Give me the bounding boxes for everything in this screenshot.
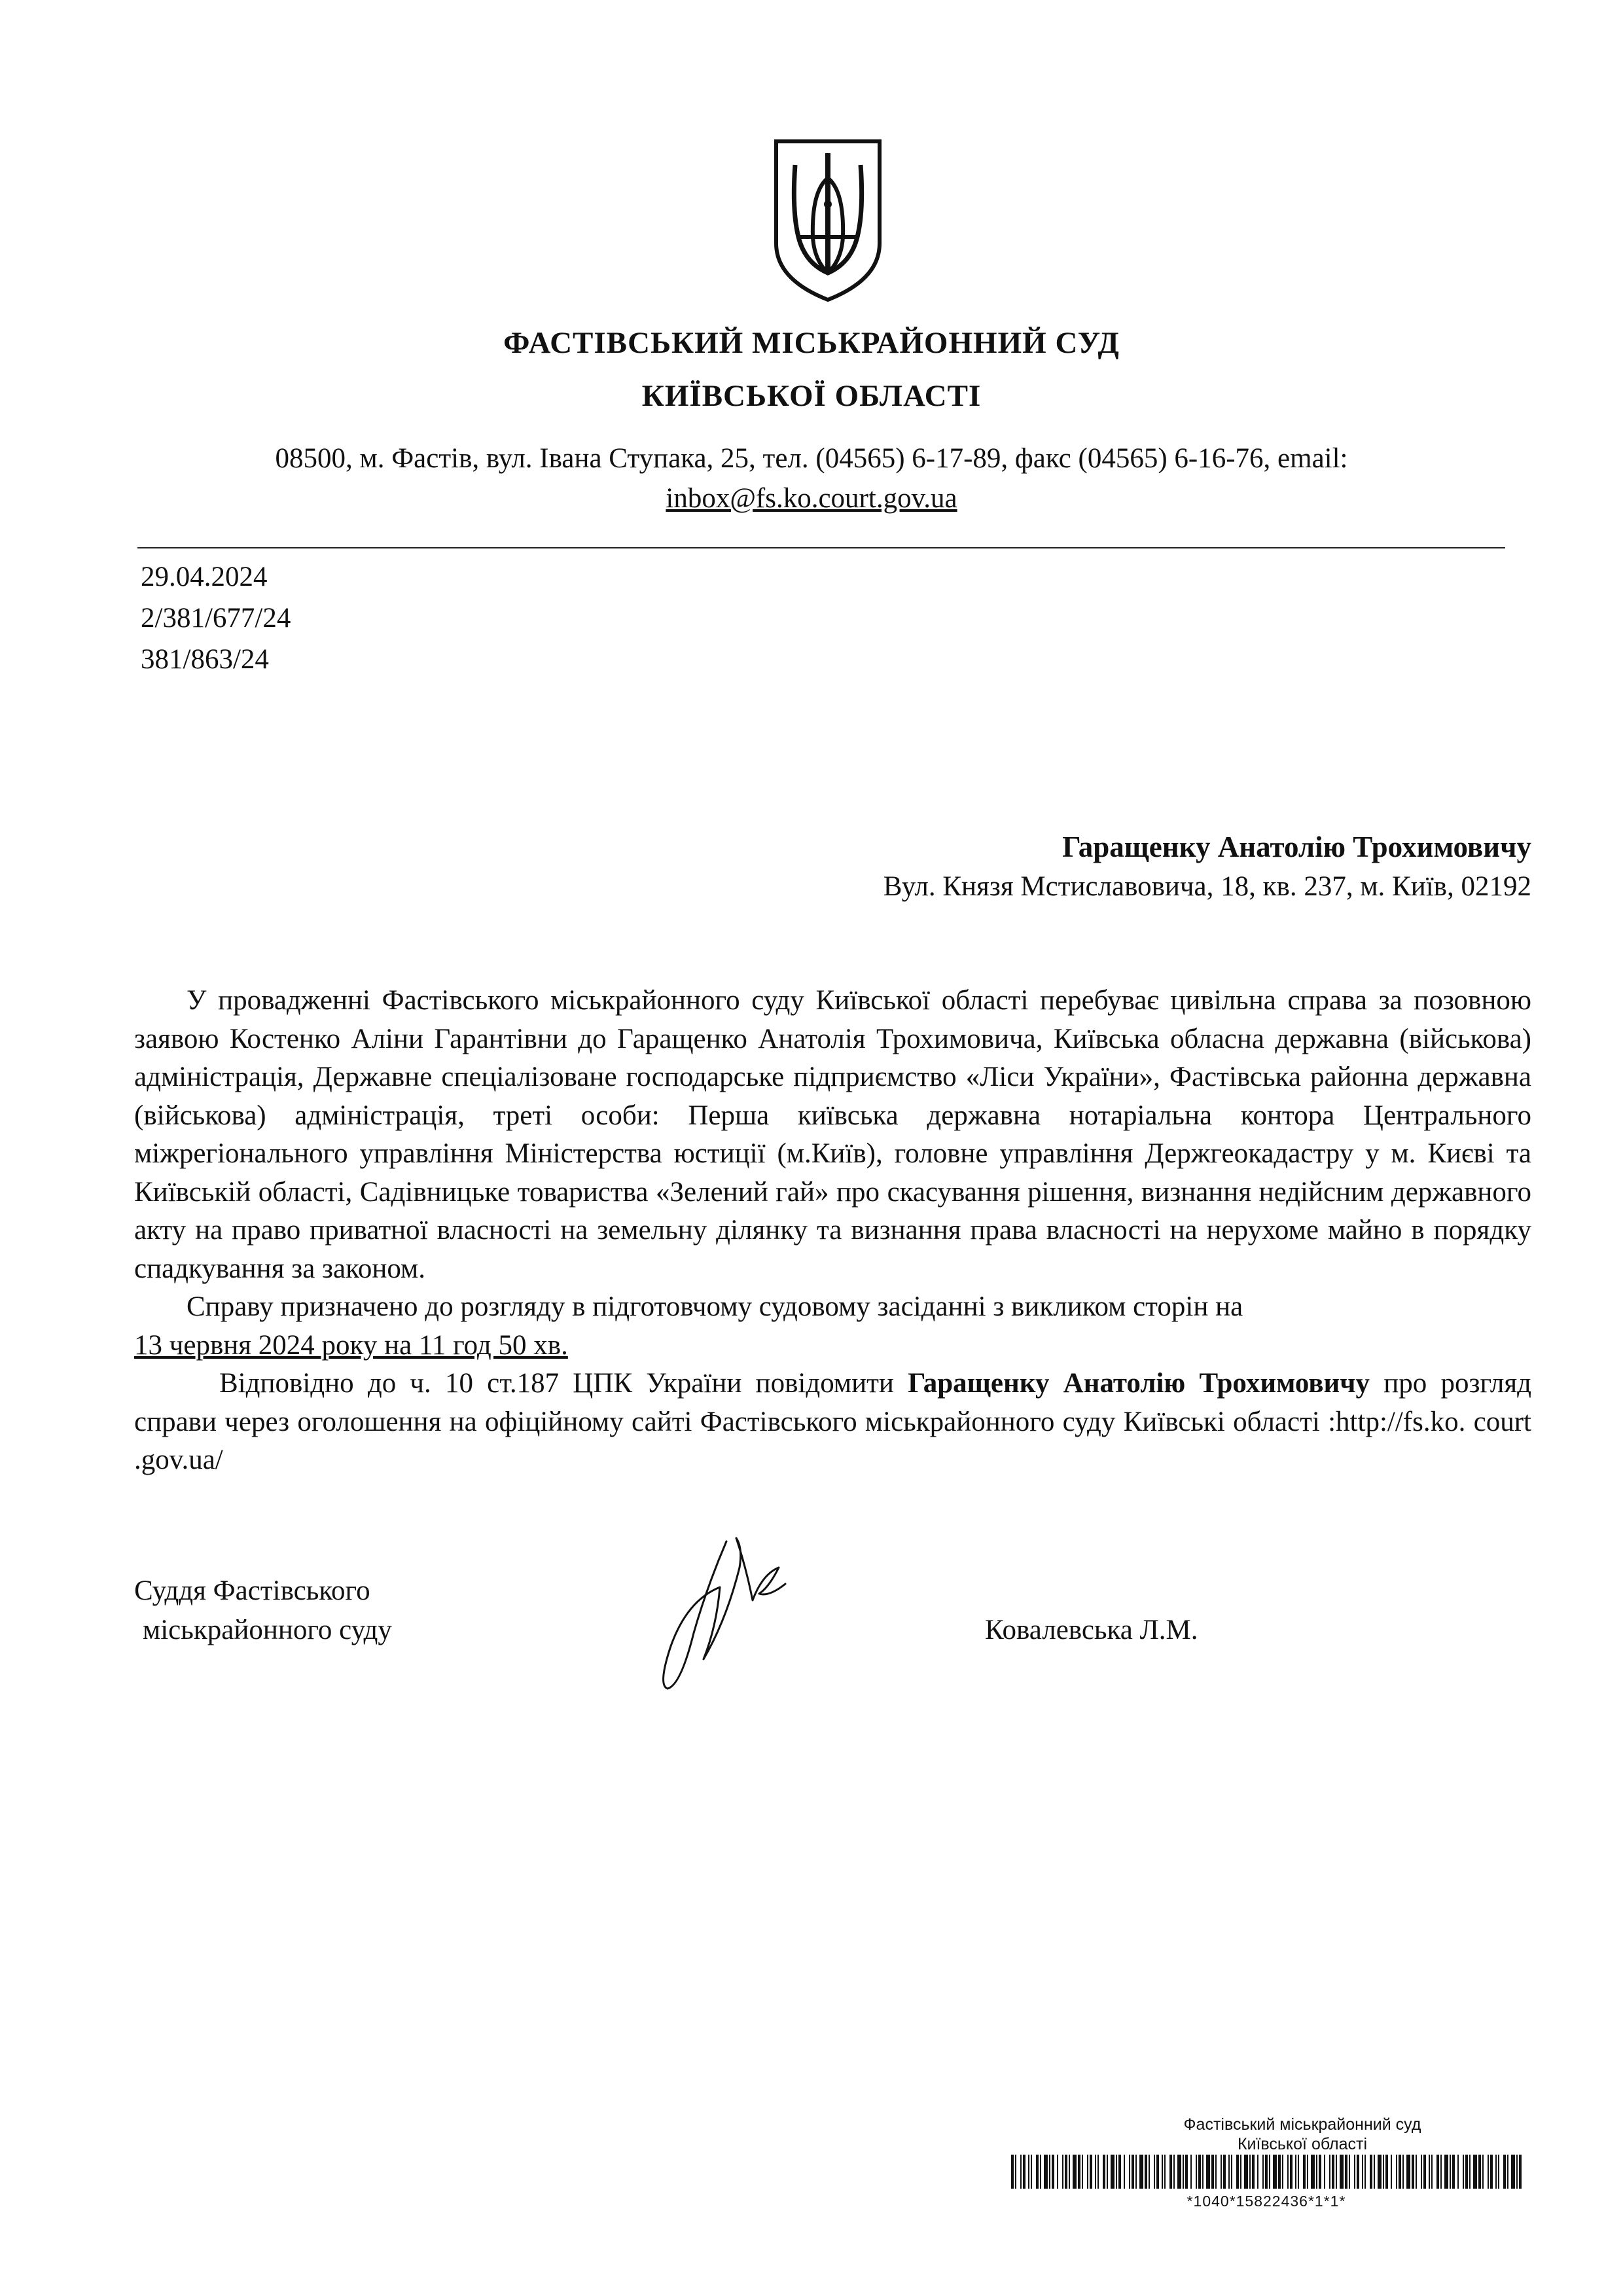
judge-name: Ковалевська Л.М.	[985, 1615, 1198, 1645]
judge-title-line1: Суддя Фастівського	[134, 1575, 370, 1606]
notice-text: про розгляд справи через оголошення на офіційному сайті Фастівського міськрайонного суду Київські області :http://fs.ko. court .gov.ua/	[134, 1368, 1532, 1475]
barcode-bar	[1396, 2155, 1397, 2189]
barcode-bar	[1231, 2155, 1232, 2189]
barcode-bar	[1135, 2155, 1137, 2189]
barcode-bar	[1124, 2155, 1125, 2189]
barcode-bar	[1240, 2155, 1241, 2189]
barcode-bar	[1082, 2155, 1083, 2189]
barcode-bar	[1423, 2155, 1426, 2189]
barcode-bar	[1221, 2155, 1222, 2189]
barcode-bar	[1421, 2155, 1422, 2189]
barcode-bar	[1495, 2155, 1497, 2189]
barcode-bar	[1391, 2155, 1392, 2189]
barcode-bar	[1383, 2155, 1384, 2189]
barcode-bar	[1107, 2155, 1108, 2189]
barcode-bar	[1385, 2155, 1388, 2189]
barcode-bar	[1223, 2155, 1226, 2189]
barcode-bar	[1316, 2155, 1317, 2189]
barcode-bar	[1295, 2155, 1296, 2189]
barcode-bar	[1154, 2155, 1155, 2189]
recipient-address: Вул. Князя Мстиславовича, 18, кв. 237, м. Київ, 02192	[883, 871, 1531, 902]
notice-recipient-name: Гаращенку Анатолію Трохимовичу	[908, 1368, 1370, 1399]
barcode-bar	[1087, 2155, 1088, 2189]
barcode-bar	[1173, 2155, 1175, 2189]
barcode-bar	[1378, 2155, 1382, 2189]
letter-date: 29.04.2024	[141, 562, 268, 592]
barcode-bar	[1090, 2155, 1092, 2189]
barcode-bar	[1336, 2155, 1337, 2189]
barcode-bar	[1078, 2155, 1080, 2189]
barcode-bar	[1457, 2155, 1459, 2189]
barcode-bar	[1049, 2155, 1050, 2189]
handwritten-signature	[654, 1528, 812, 1698]
court-name-line2: КИЇВСЬКОЇ ОБЛАСТІ	[641, 379, 982, 413]
barcode-bar	[1244, 2155, 1248, 2189]
barcode-bar	[1139, 2155, 1143, 2189]
barcode-bar	[1357, 2155, 1359, 2189]
barcode-bar	[1282, 2155, 1283, 2189]
body-paragraph-3	[134, 1365, 1531, 1480]
barcode-bar	[1412, 2155, 1414, 2189]
coat-of-arms-icon	[772, 139, 883, 302]
notice-intro: Відповідно до ч. 10 ст.187 ЦПК України повідомити	[219, 1368, 894, 1399]
barcode-bar	[1145, 2155, 1147, 2189]
barcode-bar	[1020, 2155, 1022, 2189]
barcode-bar	[1228, 2155, 1230, 2189]
barcode-bar	[1196, 2155, 1197, 2189]
header-divider	[137, 547, 1505, 548]
barcode-bar	[1023, 2155, 1026, 2189]
barcode-bar	[1431, 2155, 1433, 2189]
barcode-bar	[1450, 2155, 1451, 2189]
barcode-bar	[1103, 2155, 1105, 2189]
court-address: 08500, м. Фастів, вул. Івана Ступака, 25, тел. (04565) 6-17-89, факс (04565) 6-16-76, email:	[275, 443, 1348, 474]
barcode-bar	[1354, 2155, 1355, 2189]
barcode-bar	[1202, 2155, 1204, 2189]
barcode-bar	[1031, 2155, 1032, 2189]
barcode-bar	[1185, 2155, 1188, 2189]
barcode-bar	[1249, 2155, 1251, 2189]
barcode-bar	[1503, 2155, 1506, 2189]
barcode-bar	[1097, 2155, 1099, 2189]
stamp-court-region: Київської області	[1237, 2135, 1368, 2153]
barcode-bar	[1340, 2155, 1344, 2189]
document-barcode	[1011, 2155, 1522, 2189]
barcode-bar	[1262, 2155, 1264, 2189]
barcode-bar	[1332, 2155, 1334, 2189]
barcode-bar	[1370, 2155, 1372, 2189]
letter-body	[134, 982, 1531, 1480]
barcode-bar	[1111, 2155, 1115, 2189]
barcode-bar	[1073, 2155, 1077, 2189]
hearing-intro: Справу призначено до розгляду в підготовчому судовому засіданні з викликом сторін на	[187, 1291, 1243, 1322]
barcode-bar	[1444, 2155, 1448, 2189]
barcode-bar	[1132, 2155, 1134, 2189]
barcode-bar	[1465, 2155, 1468, 2189]
barcode-bar	[1374, 2155, 1375, 2189]
court-email-line	[0, 482, 1623, 514]
barcode-bar	[1406, 2155, 1410, 2189]
barcode-bar	[1265, 2155, 1268, 2189]
barcode-bar	[1416, 2155, 1417, 2189]
barcode-bar	[1183, 2155, 1184, 2189]
barcode-bar	[1057, 2155, 1058, 2189]
barcode-bar	[1469, 2155, 1471, 2189]
barcode-bar	[1211, 2155, 1214, 2189]
barcode-bar	[1362, 2155, 1363, 2189]
barcode-bar	[1273, 2155, 1277, 2189]
barcode-bar	[1269, 2155, 1270, 2189]
barcode-bar	[1052, 2155, 1054, 2189]
barcode-bar	[1118, 2155, 1121, 2189]
barcode-bar	[1329, 2155, 1330, 2189]
barcode-bar	[1319, 2155, 1321, 2189]
court-email-link[interactable]: inbox@fs.ko.court.gov.ua	[666, 483, 957, 514]
barcode-bar	[1429, 2155, 1430, 2189]
barcode-bar	[1473, 2155, 1477, 2189]
barcode-bar	[1095, 2155, 1096, 2189]
barcode-bar	[1478, 2155, 1481, 2189]
barcode-bar	[1436, 2155, 1439, 2189]
body-paragraph-2	[134, 1288, 1531, 1365]
court-name-line1: ФАСТІВСЬКИЙ МІСЬКРАЙОННИЙ СУД	[503, 326, 1120, 360]
barcode-bar	[1257, 2155, 1258, 2189]
outgoing-number: 381/863/24	[141, 644, 269, 675]
barcode-bar	[1516, 2155, 1518, 2189]
barcode-bar	[1440, 2155, 1442, 2189]
barcode-bar	[1324, 2155, 1325, 2189]
barcode-bar	[1287, 2155, 1289, 2189]
barcode-bar	[1116, 2155, 1117, 2189]
barcode-bar	[1402, 2155, 1404, 2189]
barcode-bar	[1040, 2155, 1041, 2189]
barcode-bar	[1044, 2155, 1048, 2189]
hearing-datetime: 13 червня 2024 року на 11 год 50 хв.	[134, 1329, 568, 1361]
barcode-bar	[1015, 2155, 1016, 2189]
barcode-bar	[1011, 2155, 1014, 2189]
barcode-number: *1040*15822436*1*1*	[1186, 2193, 1346, 2210]
barcode-bar	[1236, 2155, 1239, 2189]
barcode-bar	[1298, 2155, 1299, 2189]
barcode-bar	[1190, 2155, 1192, 2189]
barcode-bar	[1278, 2155, 1281, 2189]
barcode-bar	[1364, 2155, 1366, 2189]
barcode-bar	[1164, 2155, 1166, 2189]
barcode-bar	[1290, 2155, 1293, 2189]
barcode-bar	[1252, 2155, 1255, 2189]
barcode-bar	[1162, 2155, 1163, 2189]
barcode-bar	[1169, 2155, 1172, 2189]
barcode-bar	[1303, 2155, 1306, 2189]
barcode-bar	[1519, 2155, 1522, 2189]
barcode-bar	[1349, 2155, 1350, 2189]
barcode-bar	[1206, 2155, 1210, 2189]
barcode-bar	[1399, 2155, 1401, 2189]
barcode-bar	[1198, 2155, 1201, 2189]
barcode-bar	[1028, 2155, 1029, 2189]
barcode-bar	[1345, 2155, 1347, 2189]
barcode-bar	[1488, 2155, 1489, 2189]
barcode-bar	[1307, 2155, 1308, 2189]
barcode-bar	[1463, 2155, 1464, 2189]
barcode-bar	[1311, 2155, 1315, 2189]
barcode-bar	[1036, 2155, 1039, 2189]
body-paragraph-1: У провадженні Фастівського міськрайонного суду Київської області перебуває цивільна справа за позовною заявою Костенко Аліни Гарантівни до Гаращенко Анатолія Трохимовича, Київська обласна державна (військова) адміністрація, Державне спеціалізоване господарське підприємство «Ліси України», Фастівська районна державна (військова) адміністрація, треті особи: Перша київська державна нотаріальна контора Центрального міжрегіонального управління Міністерства юстиції (м.Київ), головне управління Держгеокадастру у м. Києві та Київській області, Садівницьке товариства «Зелений гай» про скасування рішення, визнання недійсним державного акту на право приватної власності на земельну ділянку та визнання права власності на нерухоме майно в порядку спадкування за законом.	[134, 985, 1531, 1284]
barcode-bar	[1511, 2155, 1515, 2189]
barcode-bar	[1065, 2155, 1067, 2189]
barcode-bar	[1177, 2155, 1181, 2189]
barcode-bar	[1490, 2155, 1493, 2189]
case-number: 2/381/677/24	[141, 603, 291, 634]
barcode-bar	[1149, 2155, 1150, 2189]
stamp-court-name: Фастівський міськрайонний суд	[1183, 2115, 1421, 2134]
barcode-bar	[1452, 2155, 1455, 2189]
barcode-bar	[1062, 2155, 1063, 2189]
barcode-bar	[1498, 2155, 1499, 2189]
recipient-name: Гаращенку Анатолію Трохимовичу	[1062, 831, 1531, 863]
barcode-bar	[1215, 2155, 1217, 2189]
barcode-bar	[1069, 2155, 1070, 2189]
judge-title-line2: міськрайонного суду	[143, 1615, 392, 1645]
barcode-bar	[1482, 2155, 1484, 2189]
barcode-bar	[1156, 2155, 1159, 2189]
barcode-bar	[1507, 2155, 1508, 2189]
barcode-bar	[1129, 2155, 1130, 2189]
